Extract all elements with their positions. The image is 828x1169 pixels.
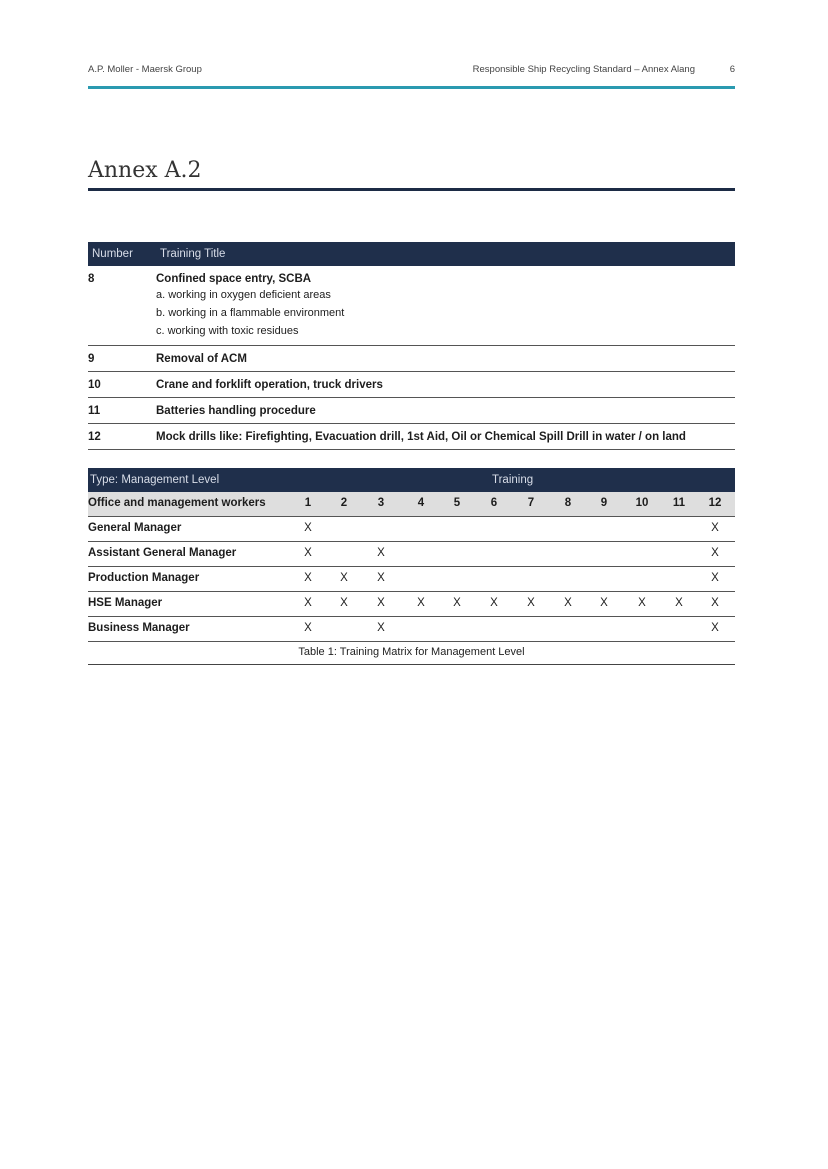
training-row [88, 424, 735, 450]
matrix-mark: X [304, 572, 312, 584]
matrix-column-number: 8 [564, 497, 572, 509]
matrix-mark: X [711, 572, 719, 584]
matrix-mark: X [377, 547, 385, 559]
matrix-group-label: Office and management workers [88, 497, 266, 509]
matrix-row [88, 617, 735, 642]
matrix-mark: X [304, 622, 312, 634]
training-title: Crane and forklift operation, truck drivers [156, 379, 383, 391]
header-company: A.P. Moller - Maersk Group [88, 64, 202, 75]
matrix-column-number: 4 [417, 497, 425, 509]
matrix-mark: X [340, 597, 348, 609]
annex-title: Annex A.2 [88, 158, 202, 183]
table-caption: Table 1: Training Matrix for Management Level [298, 646, 525, 658]
training-title: Removal of ACM [156, 353, 247, 365]
caption-rule [88, 664, 735, 665]
matrix-body [88, 517, 735, 642]
matrix-mark: X [304, 522, 312, 534]
matrix-mark: X [638, 597, 646, 609]
page-header [88, 64, 735, 78]
matrix-column-number: 9 [600, 497, 608, 509]
matrix-role: Assistant General Manager [88, 547, 237, 559]
matrix-mark: X [600, 597, 608, 609]
training-number: 9 [88, 353, 95, 365]
matrix-mark: X [711, 547, 719, 559]
matrix-mark: X [453, 597, 461, 609]
matrix-column-number: 11 [672, 497, 686, 509]
matrix-column-number: 6 [490, 497, 498, 509]
matrix-column-number: 5 [453, 497, 461, 509]
matrix-row [88, 567, 735, 592]
training-subitem: b. working in a flammable environment [156, 307, 345, 319]
matrix-column-number: 2 [340, 497, 348, 509]
training-subitem: a. working in oxygen deficient areas [156, 289, 331, 301]
training-title: Confined space entry, SCBA [156, 273, 312, 285]
matrix-mark: X [417, 597, 425, 609]
title-rule [88, 188, 735, 191]
matrix-mark: X [304, 547, 312, 559]
training-number: 10 [88, 379, 101, 391]
matrix-subheader [88, 492, 735, 517]
training-row [88, 346, 735, 372]
header-rule [88, 86, 735, 89]
training-title: Mock drills like: Firefighting, Evacuation drill, 1st Aid, Oil or Chemical Spill Drill in water / on land [156, 431, 686, 443]
matrix-column-number: 7 [527, 497, 535, 509]
training-title-cell [156, 431, 735, 443]
matrix-mark: X [711, 622, 719, 634]
training-title-table [88, 242, 735, 450]
matrix-mark: X [340, 572, 348, 584]
matrix-column-number: 10 [635, 497, 649, 509]
matrix-role: Business Manager [88, 622, 190, 634]
matrix-role: Production Manager [88, 572, 200, 584]
training-row [88, 398, 735, 424]
training-title-cell [156, 353, 735, 365]
header-page-number: 6 [729, 64, 735, 75]
matrix-row [88, 592, 735, 617]
matrix-row [88, 542, 735, 567]
training-title-cell [156, 379, 735, 391]
training-number: 8 [88, 273, 95, 285]
training-title-cell [156, 405, 735, 417]
matrix-mark: X [711, 597, 719, 609]
training-row [88, 266, 735, 346]
matrix-column-number: 1 [304, 497, 312, 509]
training-number: 12 [88, 431, 101, 443]
matrix-header [88, 468, 735, 492]
matrix-training-label: Training [492, 474, 534, 486]
training-table-header [88, 242, 735, 266]
matrix-row [88, 517, 735, 542]
training-matrix-table [88, 468, 735, 642]
training-table-body [88, 266, 735, 450]
header-document-title: Responsible Ship Recycling Standard – Annex Alang [472, 64, 695, 75]
training-title: Batteries handling procedure [156, 405, 316, 417]
matrix-role: HSE Manager [88, 597, 163, 609]
col-number-header: Number [92, 248, 133, 260]
matrix-mark: X [711, 522, 719, 534]
matrix-column-number: 12 [708, 497, 722, 509]
training-row [88, 372, 735, 398]
training-title-cell [156, 273, 735, 339]
training-number: 11 [88, 405, 101, 417]
matrix-mark: X [564, 597, 572, 609]
col-title-header: Training Title [160, 248, 226, 260]
matrix-mark: X [377, 572, 385, 584]
matrix-mark: X [377, 622, 385, 634]
matrix-mark: X [675, 597, 683, 609]
matrix-mark: X [490, 597, 498, 609]
matrix-type-label: Type: Management Level [90, 474, 220, 486]
matrix-mark: X [304, 597, 312, 609]
matrix-role: General Manager [88, 522, 182, 534]
training-subitem: c. working with toxic residues [156, 325, 299, 337]
matrix-column-number: 3 [377, 497, 385, 509]
matrix-mark: X [377, 597, 385, 609]
matrix-mark: X [527, 597, 535, 609]
